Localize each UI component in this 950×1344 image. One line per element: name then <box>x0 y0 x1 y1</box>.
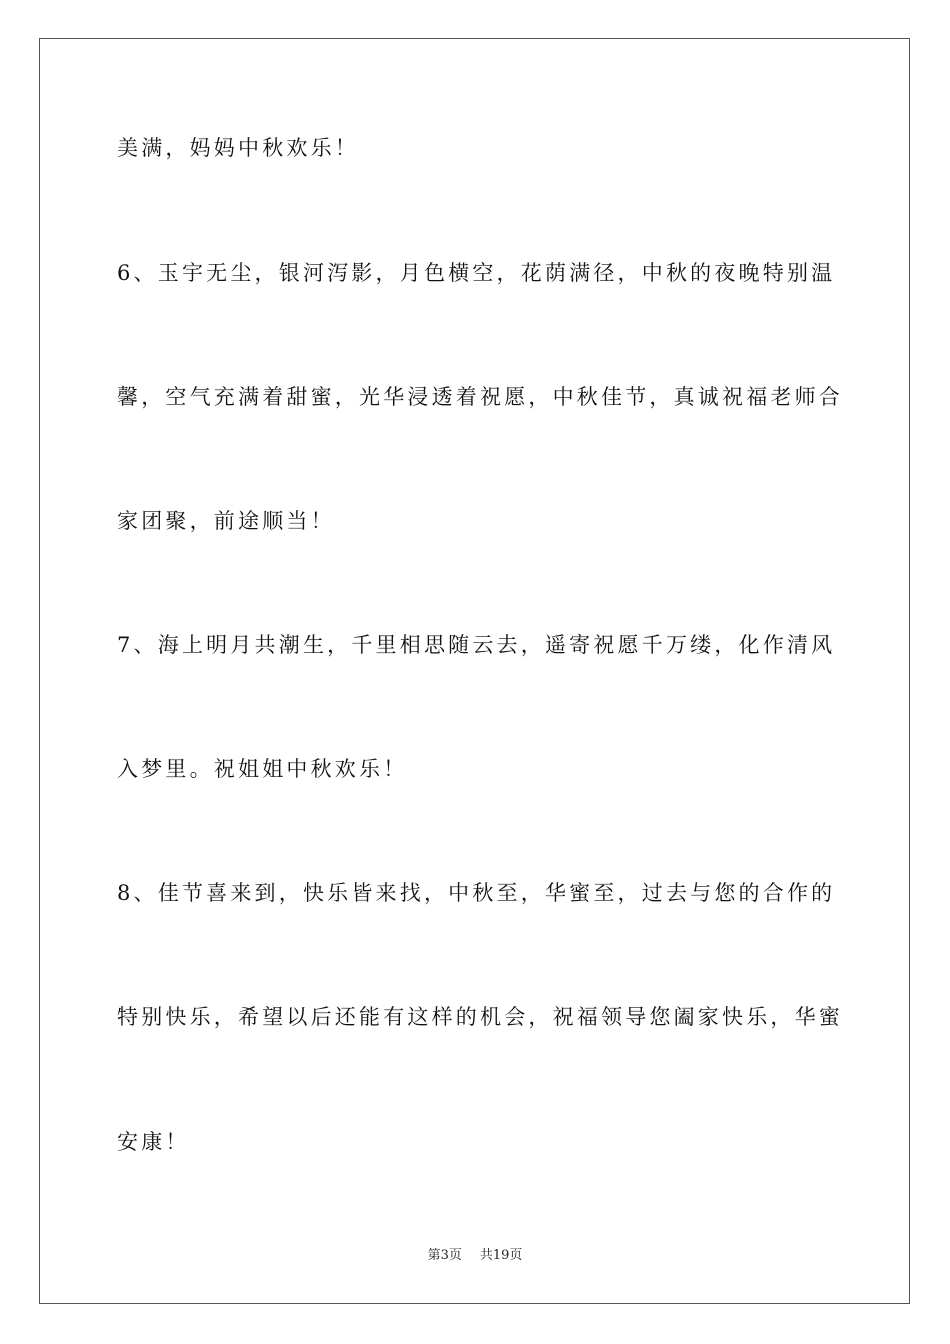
page-border <box>39 38 910 1304</box>
body-text-line: 馨，空气充满着甜蜜，光华浸透着祝愿，中秋佳节，真诚祝福老师合 <box>117 385 843 409</box>
page-number: 第3页 <box>427 1248 462 1263</box>
body-text-line: 6、玉宇无尘，银河泻影，月色横空，花荫满径，中秋的夜晚特别温 <box>117 261 836 285</box>
body-text-line: 美满，妈妈中秋欢乐！ <box>117 136 359 160</box>
body-text-line: 安康！ <box>117 1130 190 1154</box>
body-text-line: 特别快乐，希望以后还能有这样的机会，祝福领导您阖家快乐，华蜜 <box>117 1005 843 1029</box>
body-text-line: 家团聚，前途顺当！ <box>117 509 335 533</box>
body-text-line: 入梦里。祝姐姐中秋欢乐！ <box>117 757 408 781</box>
body-text-line: 8、佳节喜来到，快乐皆来找，中秋至，华蜜至，过去与您的合作的 <box>117 881 836 905</box>
page-total: 共19页 <box>479 1248 523 1263</box>
page-footer <box>0 1247 950 1265</box>
body-text-line: 7、海上明月共潮生，千里相思随云去，遥寄祝愿千万缕，化作清风 <box>117 633 836 657</box>
